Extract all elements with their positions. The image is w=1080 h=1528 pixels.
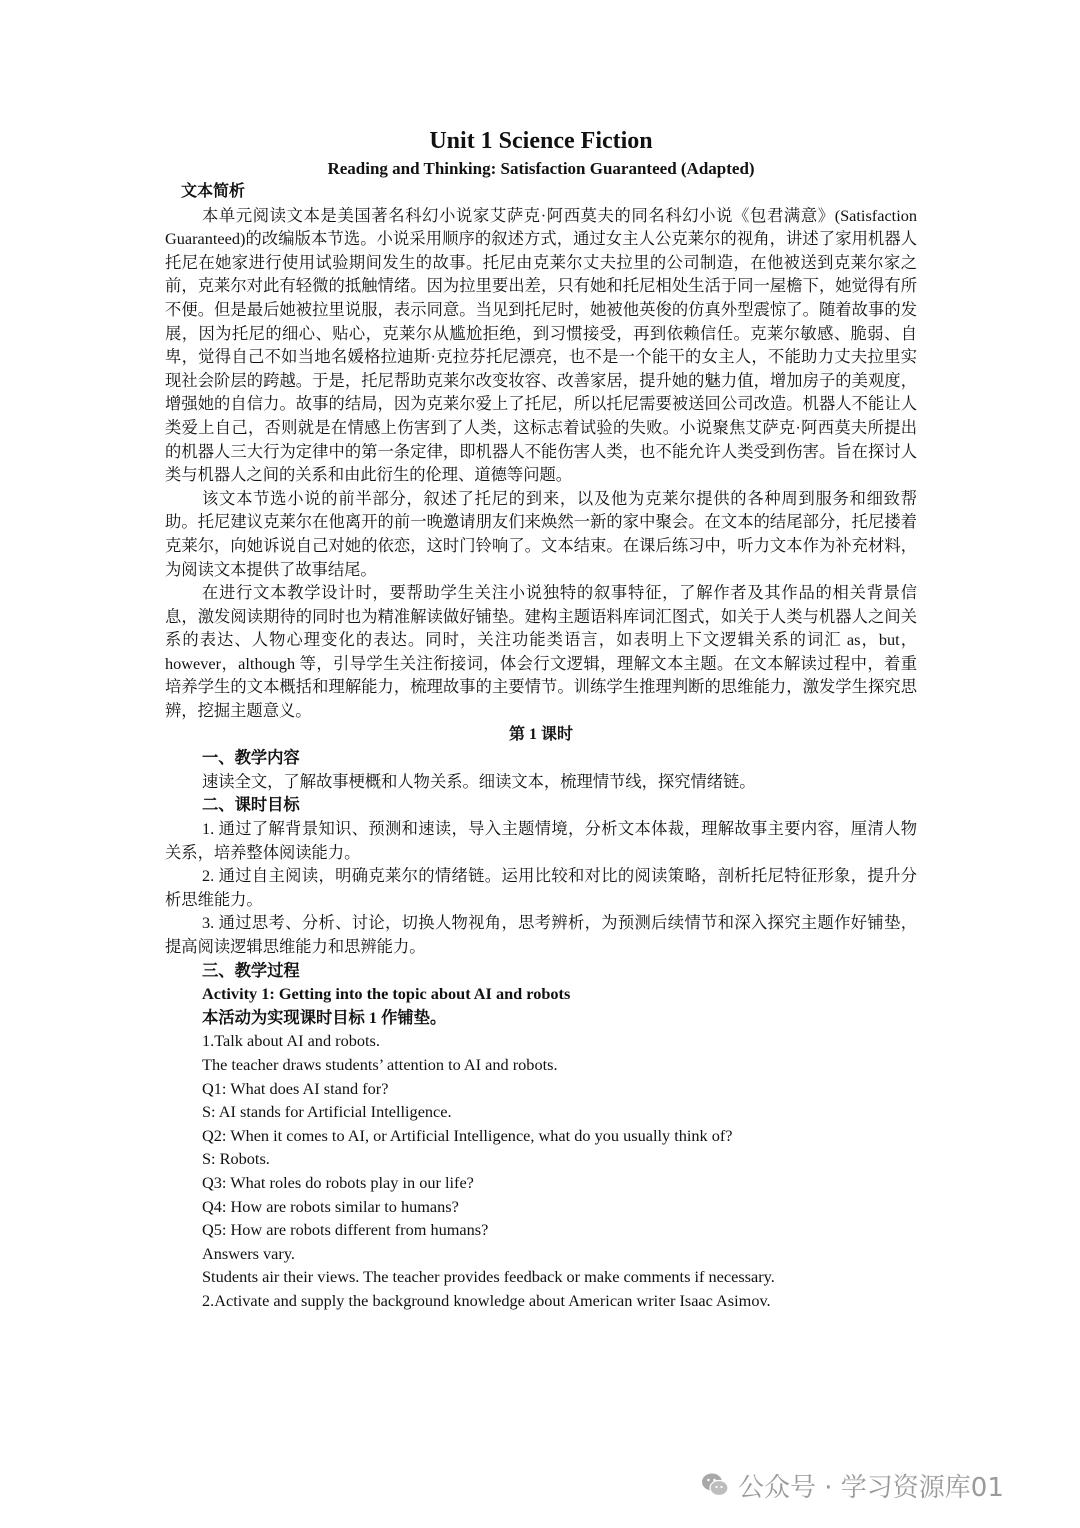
activity-line: S: Robots. xyxy=(202,1149,270,1169)
activity-line: The teacher draws students’ attention to AI and robots. xyxy=(202,1054,558,1074)
goals-label: 二、课时目标 xyxy=(202,795,300,815)
activity-line: Q5: How are robots different from humans? xyxy=(202,1220,489,1240)
analysis-paragraph-3: 在进行文本教学设计时，要帮助学生关注小说独特的叙事特征，了解作者及其作品的相关背景信息，激发阅读期待的同时也为精准解读做好铺垫。建构主题语料库词汇图式，如关于人类与机器人之间关系的表达、人物心理变化的表达。同时，关注功能类语言，如表明上下文逻辑关系的词汇 as，but，however，although 等，引导学生关注衔接词，体会行文逻辑，理解文本主题。在文本解读过程中，着重培养学生的文本概括和理解能力，梳理故事的主要情节。训练学生推理判断的思维能力，激发学生探究思辨，挖掘主题意义。 xyxy=(165,583,917,721)
activity-line: Q4: How are robots similar to humans? xyxy=(202,1196,459,1216)
watermark-text: 公众号 · 学习资源库01 xyxy=(738,1472,1004,1503)
activity-line: 2.Activate and supply the background knowledge about American writer Isaac Asimov. xyxy=(202,1290,771,1310)
wechat-icon xyxy=(700,1470,730,1500)
goal-item: 2. 通过自主阅读，明确克莱尔的情绪链。运用比较和对比的阅读策略，剖析托尼特征形象，提升分析思维能力。 xyxy=(165,866,917,909)
document-page xyxy=(165,124,917,1313)
lesson-title: 第 1 课时 xyxy=(508,725,573,743)
analysis-paragraph-1: 本单元阅读文本是美国著名科幻小说家艾萨克·阿西莫夫的同名科幻小说《包君满意》(Satisfaction Guaranteed)的改编版本节选。小说采用顺序的叙述方式，通过女主人公克莱尔的视角，讲述了家用机器人托尼在她家进行使用试验期间发生的故事。托尼由克莱尔丈夫拉里的公司制造，在他被送到克莱尔家之前，克莱尔对此有轻微的抵触情绪。因为拉里要出差，只有她和托尼相处生活于同一屋檐下，她觉得有所不便。但是最后她被拉里说服，表示同意。当见到托尼时，她被他英俊的仿真外型震惊了。随着故事的发展，因为托尼的细心、贴心，克莱尔从尴尬拒绝，到习惯接受，再到依赖信任。克莱尔敏感、脆弱、自卑，觉得自己不如当地名媛格拉迪斯·克拉芬托尼漂亮，也不是一个能干的女主人，不能助力丈夫拉里实现社会阶层的跨越。于是，托尼帮助克莱尔改变妆容、改善家居，提升她的魅力值，增加房子的美观度，增强她的自信力。故事的结局，因为克莱尔爱上了托尼，所以托尼需要被送回公司改造。机器人不能让人类爱上自己，否则就是在情感上伤害到了人类，这标志着试验的失败。小说聚焦艾萨克·阿西莫夫所提出的机器人三大行为定律中的第一条定律，即机器人不能伤害人类，也不能允许人类受到伤害。旨在探讨人类与机器人之间的关系和由此衍生的伦理、道德等问题。 xyxy=(165,205,917,485)
activity-title: Activity 1: Getting into the topic about AI and robots xyxy=(202,984,571,1004)
activity-line: Q3: What roles do robots play in our life? xyxy=(202,1172,474,1192)
activity-line: Q2: When it comes to AI, or Artificial Intelligence, what do you usually think of? xyxy=(202,1125,733,1145)
watermark xyxy=(700,1462,1004,1508)
activity-note: 本活动为实现课时目标 1 作铺垫。 xyxy=(202,1007,447,1027)
doc-subtitle: Reading and Thinking: Satisfaction Guaranteed (Adapted) xyxy=(327,159,755,178)
process-label: 三、教学过程 xyxy=(202,960,300,980)
content-text: 速读全文，了解故事梗概和人物关系。细读文本，梳理情节线，探究情绪链。 xyxy=(202,771,756,791)
activity-line: Q1: What does AI stand for? xyxy=(202,1078,389,1098)
activity-line: Answers vary. xyxy=(202,1243,295,1263)
activity-line: 1.Talk about AI and robots. xyxy=(202,1031,380,1051)
content-label: 一、教学内容 xyxy=(202,748,300,768)
analysis-label: 文本简析 xyxy=(181,183,246,200)
goal-item: 1. 通过了解背景知识、预测和速读，导入主题情境，分析文本体裁，理解故事主要内容，厘清人物关系，培养整体阅读能力。 xyxy=(165,819,917,862)
analysis-paragraph-2: 该文本节选小说的前半部分，叙述了托尼的到来，以及他为克莱尔提供的各种周到服务和细致帮助。托尼建议克莱尔在他离开的前一晚邀请朋友们来焕然一新的家中聚会。在文本的结尾部分，托尼搂着克莱尔，向她诉说自己对她的依恋，这时门铃响了。文本结束。在课后练习中，听力文本作为补充材料，为阅读文本提供了故事结尾。 xyxy=(165,488,917,579)
doc-title: Unit 1 Science Fiction xyxy=(429,128,653,154)
goal-item: 3. 通过思考、分析、讨论，切换人物视角，思考辨析，为预测后续情节和深入探究主题作好铺垫，提高阅读逻辑思维能力和思辨能力。 xyxy=(165,913,917,956)
activity-line: S: AI stands for Artificial Intelligence. xyxy=(202,1102,452,1122)
activity-line: Students air their views. The teacher provides feedback or make comments if necessary. xyxy=(202,1267,775,1287)
